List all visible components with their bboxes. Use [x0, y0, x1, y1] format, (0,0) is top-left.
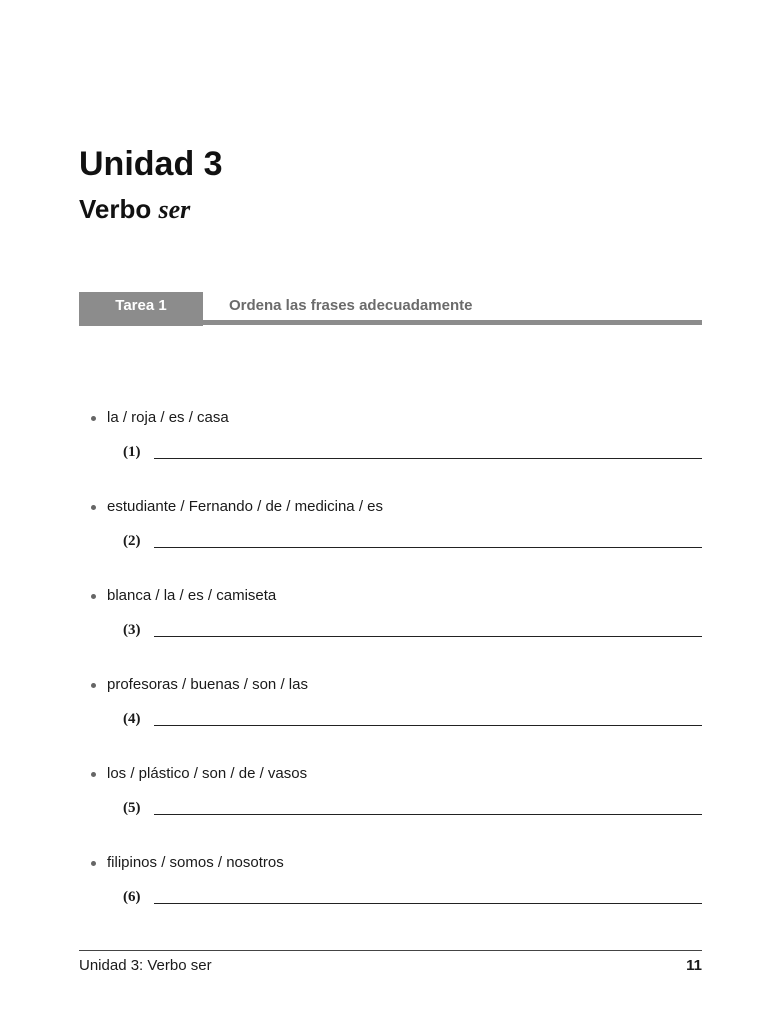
exercise-list [79, 405, 702, 939]
worksheet-page [79, 0, 702, 1024]
answer-number: (4) [123, 711, 141, 727]
task-underline [79, 320, 702, 325]
exercise-prompt: filipinos / somos / nosotros [107, 850, 284, 876]
answer-number: (2) [123, 533, 141, 549]
answer-number: (1) [123, 444, 141, 460]
answer-line[interactable] [154, 903, 702, 904]
exercise-item [79, 761, 702, 850]
answer-line[interactable] [154, 725, 702, 726]
exercise-item [79, 583, 702, 672]
answer-line[interactable] [154, 814, 702, 815]
exercise-item [79, 405, 702, 494]
answer-line[interactable] [154, 547, 702, 548]
exercise-item [79, 850, 702, 939]
unit-title: Unidad 3 [79, 145, 223, 183]
subtitle-plain: Verbo [79, 194, 159, 224]
footer-divider [79, 950, 702, 951]
exercise-prompt: los / plástico / son / de / vasos [107, 761, 307, 787]
answer-number: (5) [123, 800, 141, 816]
task-header [79, 292, 702, 326]
exercise-prompt: blanca / la / es / camiseta [107, 583, 276, 609]
exercise-item [79, 494, 702, 583]
task-instruction: Ordena las frases adecuadamente [229, 297, 473, 314]
answer-line[interactable] [154, 636, 702, 637]
task-label: Tarea 1 [79, 292, 203, 326]
footer-section-title: Unidad 3: Verbo ser [79, 957, 212, 974]
answer-number: (6) [123, 889, 141, 905]
exercise-prompt: profesoras / buenas / son / las [107, 672, 308, 698]
exercise-prompt: la / roja / es / casa [107, 405, 229, 431]
exercise-prompt: estudiante / Fernando / de / medicina / es [107, 494, 383, 520]
answer-line[interactable] [154, 458, 702, 459]
subtitle-italic: ser [158, 195, 191, 224]
unit-subtitle [79, 192, 190, 227]
exercise-item [79, 672, 702, 761]
page-number: 11 [686, 957, 702, 974]
answer-number: (3) [123, 622, 141, 638]
